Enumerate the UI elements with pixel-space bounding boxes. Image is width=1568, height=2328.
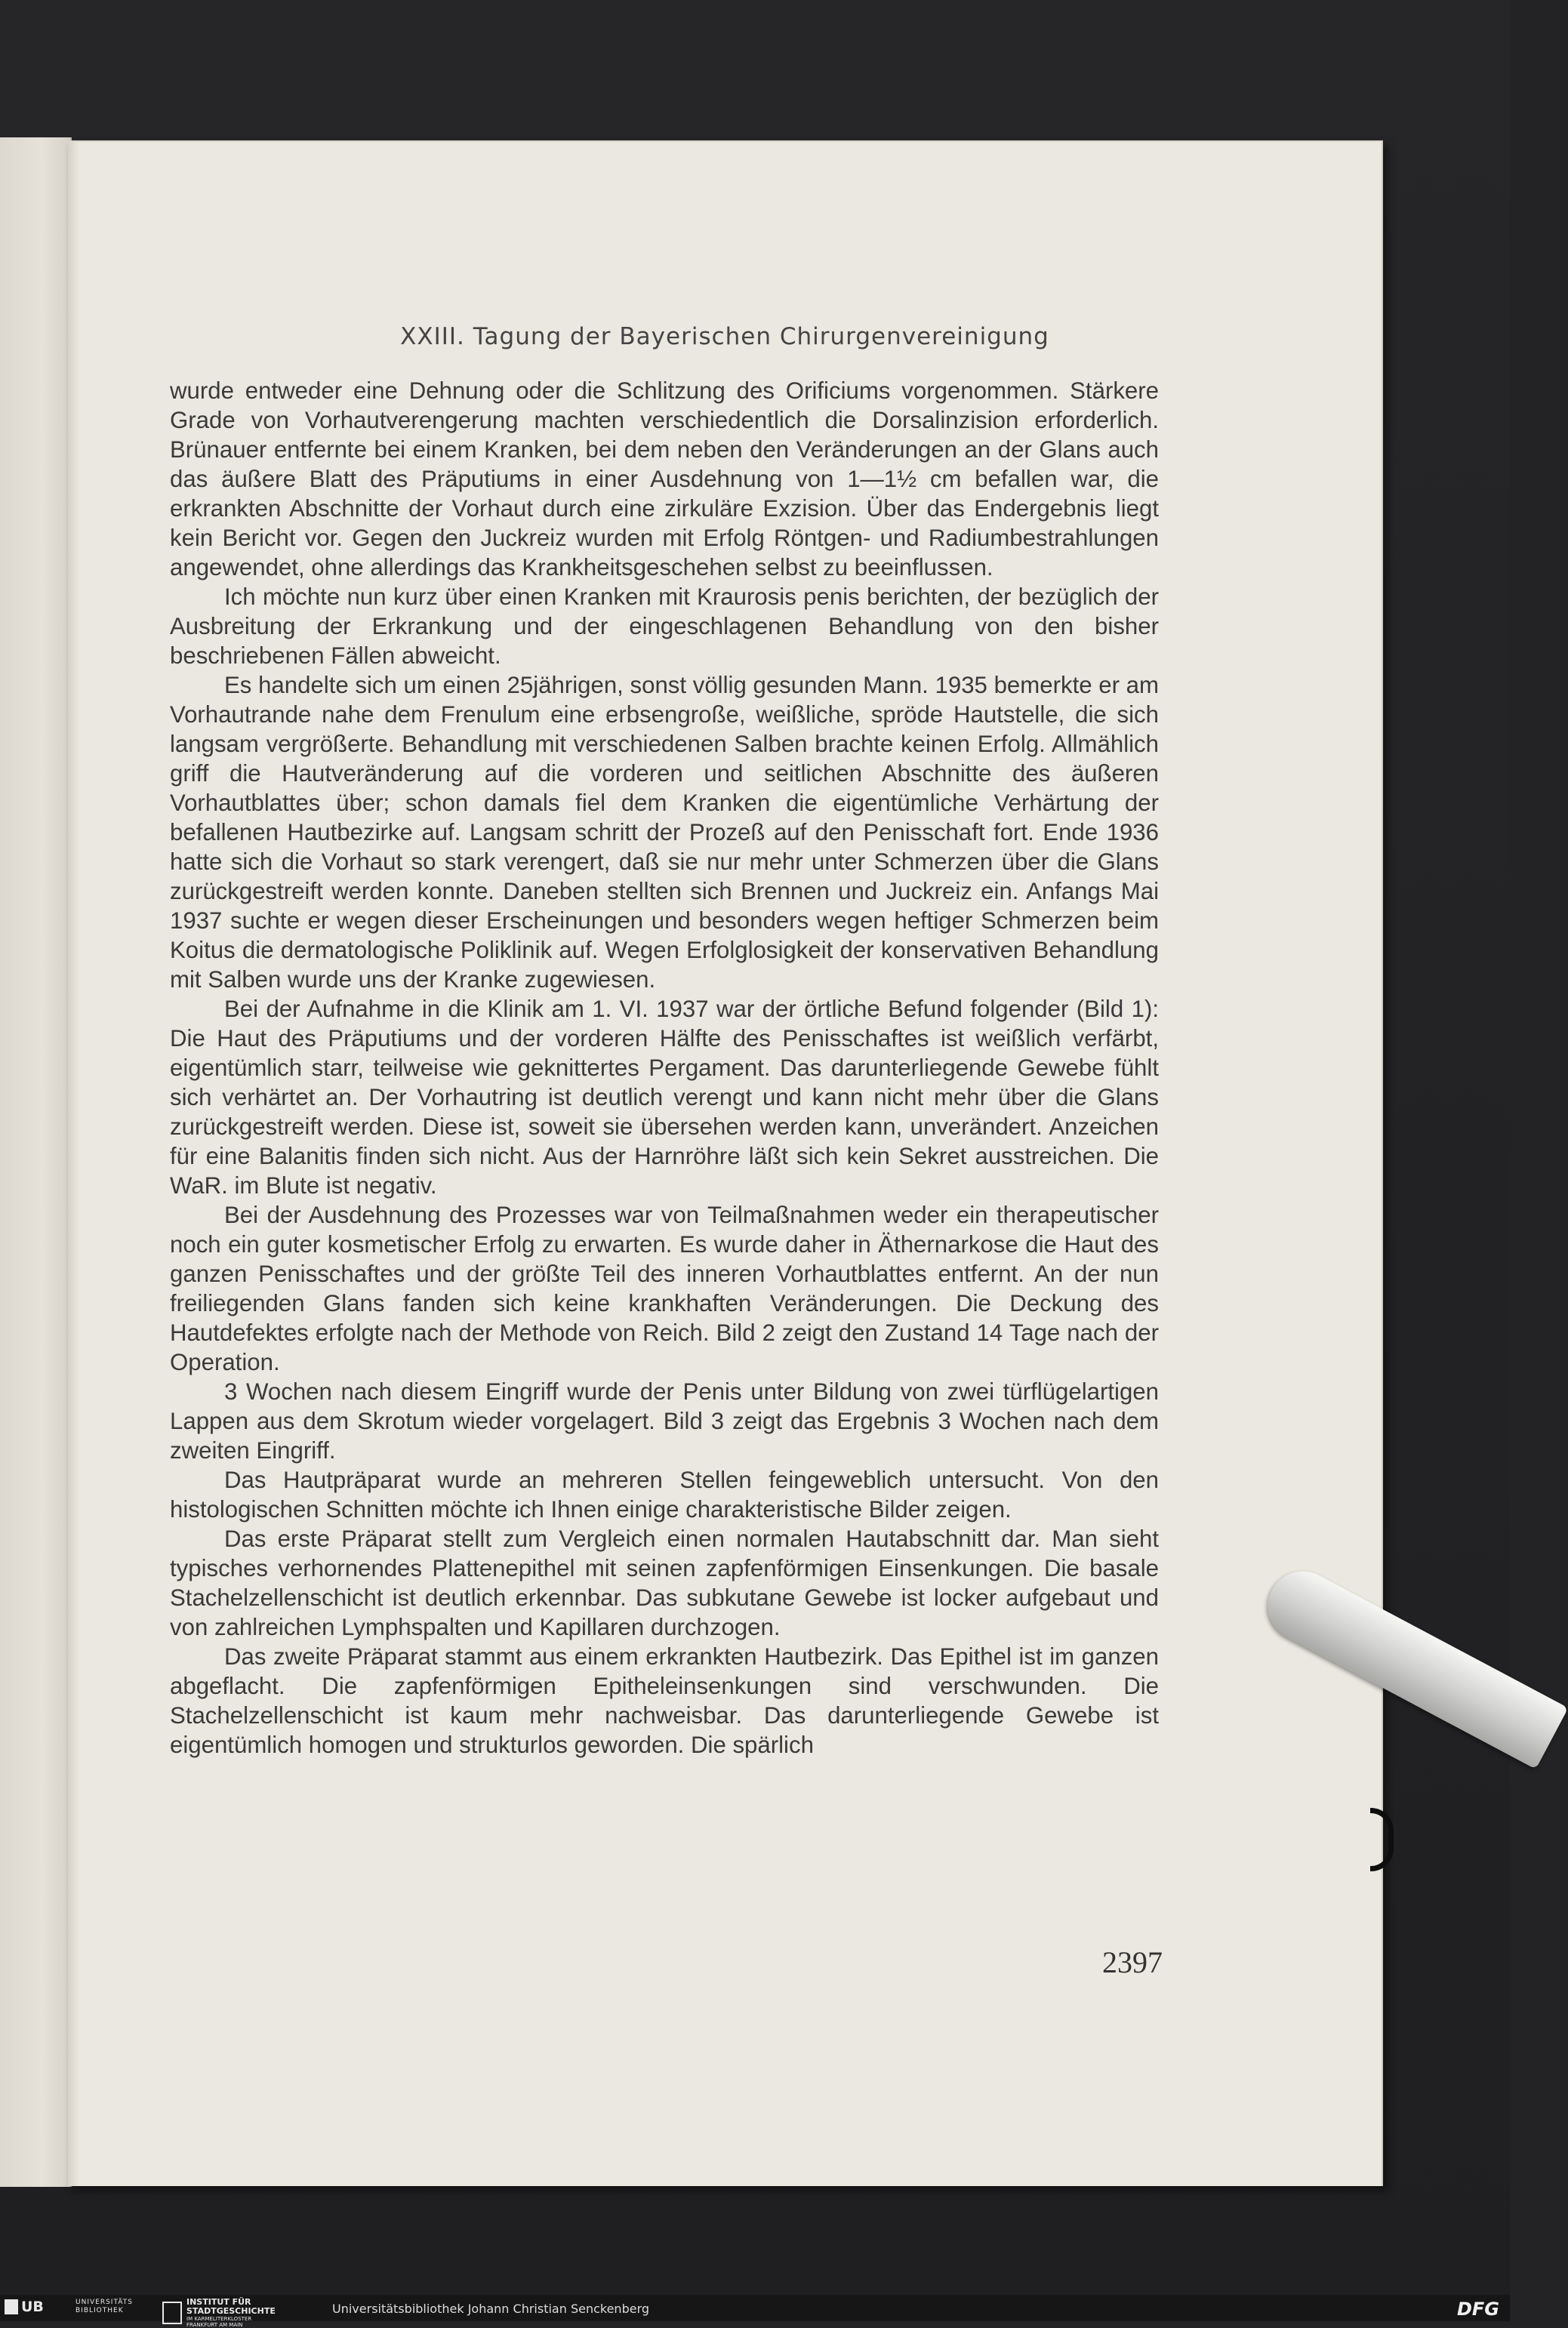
paragraph: Das Hautpräparat wurde an mehreren Stellen feingeweblich untersucht. Von den histologischen Schnitten möchte ich Ihnen einige charakteristische Bilder zeigen. — [170, 1467, 1159, 1523]
paragraph: Bei der Ausdehnung des Prozesses war von Teilmaßnahmen weder ein therapeutischer noch ein guter kosmetischer Erfolg zu erwarten. Es wurde daher in Äthernarkose die Haut des ganzen Penisschaftes und der größte Teil des inneren Vorhautblattes entfernt. An der nun freiliegenden Glans fanden sich keine krankhaften Veränderungen. Die Deckung des Hautdefektes erfolgte nach der Methode von Reich. Bild 2 zeigt den Zustand 14 Tage nach der Operation. — [170, 1202, 1159, 1375]
paragraph: Ich möchte nun kurz über einen Kranken mit Kraurosis penis berichten, der bezüglich der Ausbreitung der Erkrankung und der eingeschlagenen Behandlung von den bisher beschriebenen Fällen abweicht. — [170, 584, 1159, 669]
institute-line: INSTITUT FÜR — [186, 2297, 251, 2307]
ub-subtitle — [75, 2299, 133, 2315]
paragraph: Das erste Präparat stellt zum Vergleich einen normalen Hautabschnitt dar. Man sieht typisches verhornendes Plattenepithel mit seinen zapfenförmigen Einsenkungen. Die basale Stachelzellenschicht ist deutlich erkennbar. Das subkutane Gewebe ist locker aufgebaut und von zahlreichen Lymphspalten und Kapillaren durchzogen. — [170, 1526, 1159, 1640]
ub-subtitle-line: BIBLIOTHEK — [75, 2307, 124, 2314]
dfg-logo: DFG — [1456, 2299, 1499, 2320]
institute-text — [186, 2298, 276, 2328]
page-gutter — [68, 142, 80, 2186]
ub-subtitle-line: UNIVERSITÄTS — [75, 2299, 133, 2306]
document-page — [68, 140, 1383, 2186]
paragraph: 3 Wochen nach diesem Eingriff wurde der Penis unter Bildung von zwei türflügelartigen Lappen aus dem Skrotum wieder vorgelagert. Bild 3 zeigt das Ergebnis 3 Wochen nach dem zweiten Eingriff. — [170, 1378, 1159, 1464]
institute-line: IM KARMELITERKLOSTER — [186, 2316, 252, 2322]
footer-bar — [0, 2295, 1510, 2328]
ub-logo-mark-icon — [5, 2299, 18, 2314]
institute-line: FRANKFURT AM MAIN — [186, 2322, 243, 2328]
page-clip — [1370, 1808, 1394, 1871]
paragraph: Bei der Aufnahme in die Klinik am 1. VI. 1937 war der örtliche Befund folgender (Bild 1): Die Haut des Präputiums und der vorderen Hälfte des Penisschaftes ist weißlich verfärbt, eigentümlich starr, teilweise wie geknittertes Pergament. Das darunterliegende Gewebe fühlt sich verhärtet an. Der Vorhautring ist deutlich verengt und kann nicht mehr über die Glans zurückgestreift werden. Diese ist, soweit sie übersehen werden kann, unverändert. Anzeichen für eine Balanitis finden sich nicht. Aus der Harnröhre läßt sich kein Sekret ausstreichen. Die WaR. im Blute ist negativ. — [170, 996, 1159, 1199]
page-number: 2397 — [1102, 1945, 1163, 1979]
paragraph: Das zweite Präparat stammt aus einem erkrankten Hautbezirk. Das Epithel ist im ganzen abgeflacht. Die zapfenförmigen Epitheleinsenkungen sind verschwunden. Die Stachelzellenschicht ist kaum mehr nachweisbar. Das darunterliegende Gewebe ist eigentümlich homogen und strukturlos geworden. Die spärlich — [170, 1643, 1159, 1758]
institute-line: STADTGESCHICHTE — [186, 2306, 276, 2316]
body-text — [170, 376, 1159, 1760]
left-page-edge — [0, 137, 72, 2187]
paragraph: Es handelte sich um einen 25jährigen, sonst völlig gesunden Mann. 1935 bemerkte er am Vorhautrande nahe dem Frenulum eine erbsengroße, weißliche, spröde Hautstelle, die sich langsam vergrößerte. Behandlung mit verschiedenen Salben brachte keinen Erfolg. Allmählich griff die Hautveränderung auf die vorderen und seitlichen Abschnitte des äußeren Vorhautblattes über; schon damals fiel dem Kranken die eigentümliche Verhärtung der befallenen Hautbezirke auf. Langsam schritt der Prozeß auf den Penisschaft fort. Ende 1936 hatte sich die Vorhaut so stark verengert, daß sie nur mehr unter Schmerzen über die Glans zurückgestreift werden konnte. Daneben stellten sich Brennen und Juckreiz ein. Anfangs Mai 1937 suchte er wegen dieser Erscheinungen und besonders wegen heftiger Schmerzen beim Koitus die dermatologische Poliklinik auf. Wegen Erfolglosigkeit der konservativen Behandlung mit Salben wurde uns der Kranke zugewiesen. — [170, 672, 1159, 993]
ub-logo-text: UB — [21, 2299, 44, 2315]
institute-logo — [162, 2298, 276, 2328]
institute-mark-icon — [162, 2302, 182, 2324]
running-head: XXIII. Tagung der Bayerischen Chirurgenvereinigung — [400, 323, 1049, 350]
ub-logo — [5, 2299, 44, 2315]
library-caption: Universitätsbibliothek Johann Christian Senckenberg — [332, 2302, 650, 2316]
paragraph: wurde entweder eine Dehnung oder die Schlitzung des Orificiums vorgenommen. Stärkere Grade von Vorhautverengerung machten verschiedentlich die Dorsalinzision erforderlich. Brünauer entfernte bei einem Kranken, bei dem neben den Veränderungen an der Glans auch das äußere Blatt des Präputiums in einer Ausdehnung von 1—1½ cm befallen war, die erkrankten Abschnitte der Vorhaut durch eine zirkuläre Exzision. Über das Endergebnis liegt kein Bericht vor. Gegen den Juckreiz wurden mit Erfolg Röntgen- und Radiumbestrahlungen angewendet, ohne allerdings das Krankheitsgeschehen selbst zu beeinflussen. — [170, 377, 1159, 580]
